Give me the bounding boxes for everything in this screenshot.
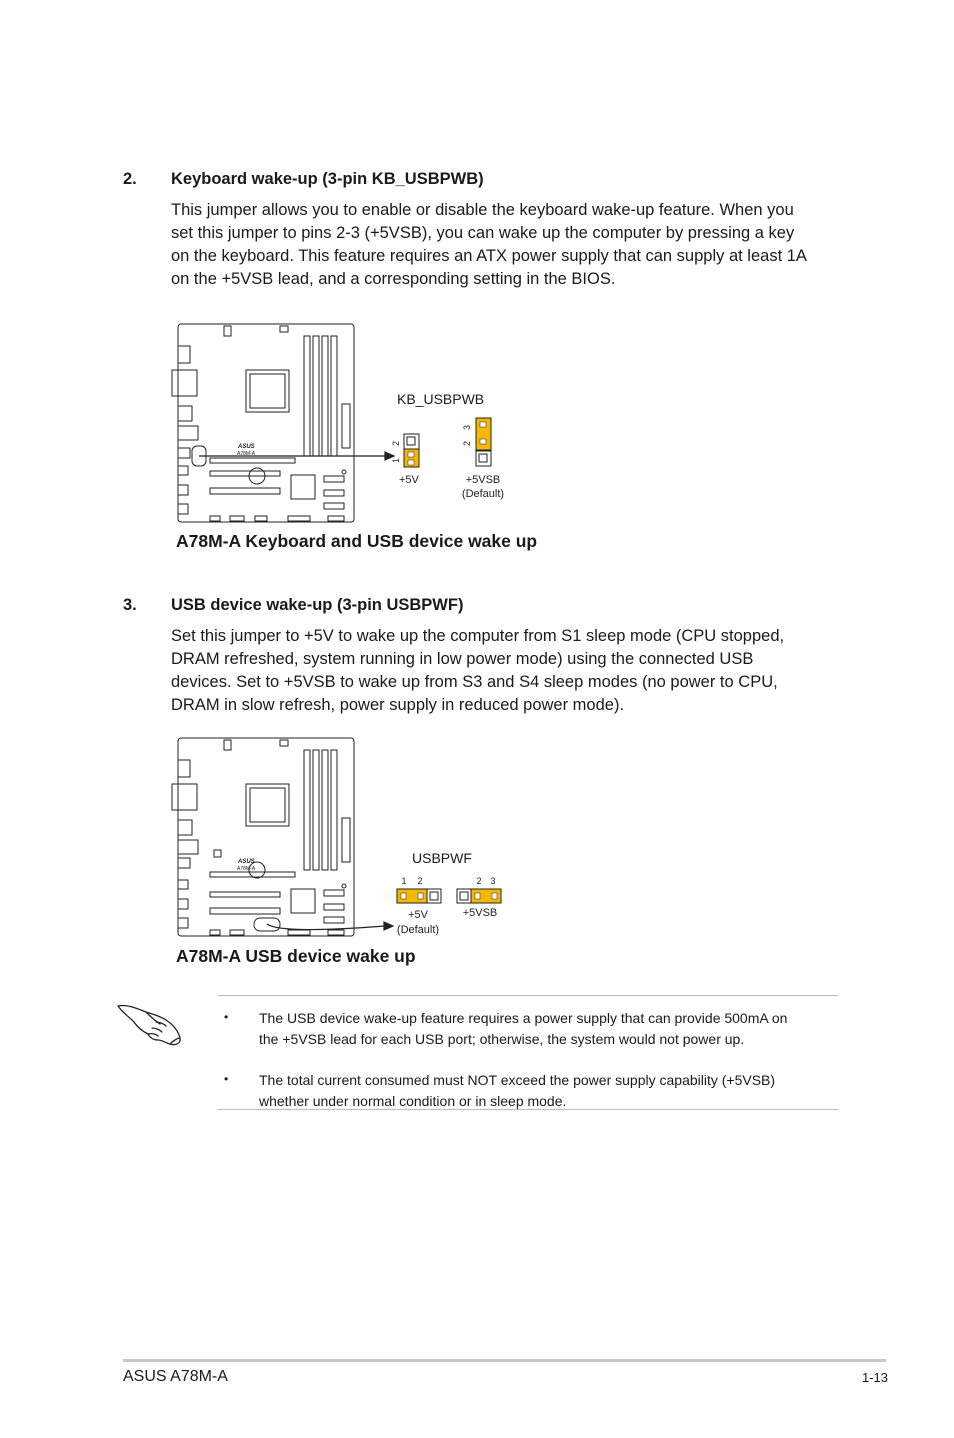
note-bottom-rule xyxy=(218,1109,838,1110)
pin-number: 3 xyxy=(490,876,496,886)
pin-number: 3 xyxy=(462,424,472,430)
section-2-number: 2. xyxy=(123,170,137,188)
pin-number: 1 xyxy=(401,876,407,886)
section-3-heading: USB device wake-up (3-pin USBPWF) xyxy=(171,596,464,614)
pin-hole xyxy=(480,439,486,444)
jumper-option-5vsb xyxy=(462,418,504,500)
paragraph-line: This jumper allows you to enable or disable the keyboard wake-up feature. When you xyxy=(171,201,794,219)
pin-number: 2 xyxy=(476,876,482,886)
motherboard-layout xyxy=(172,738,354,936)
note-line: The USB device wake-up feature requires a power supply that can provide 500mA on xyxy=(259,1010,788,1026)
motherboard-layout xyxy=(172,324,354,522)
pin-number: 2 xyxy=(462,440,472,446)
pin-hole xyxy=(492,893,497,899)
kb-usbpwb-diagram xyxy=(170,318,520,530)
option-label-5v: +5V xyxy=(399,474,419,486)
board-brand-text: ASUS xyxy=(238,444,255,450)
paragraph-line: DRAM in slow refresh, power supply in reduced power mode). xyxy=(171,696,625,714)
note-line: the +5VSB lead for each USB port; otherwise, the system would not power up. xyxy=(259,1030,745,1047)
section-2-paragraph xyxy=(171,199,851,291)
option-default-note: (Default) xyxy=(461,488,505,500)
connector-label: KB_USBPWB xyxy=(397,391,485,407)
board-brand-text: ASUS xyxy=(238,859,255,865)
pin-number: 1 xyxy=(391,457,401,463)
option-default-note: (Default) xyxy=(396,924,440,936)
paragraph-line: devices. Set to +5VSB to wake up from S3 and S4 sleep modes (no power to CPU, xyxy=(171,673,778,691)
jumper-option-5v xyxy=(397,876,441,936)
pointing-hand-icon xyxy=(116,1000,184,1048)
pin-hole xyxy=(401,893,406,899)
option-label-5vsb: +5VSB xyxy=(462,907,498,919)
jumper-pin xyxy=(476,451,491,466)
note-line: The total current consumed must NOT exceed the power supply capability (+5VSB) xyxy=(259,1072,776,1088)
section-3-number: 3. xyxy=(123,596,137,614)
paragraph-line: on the +5VSB lead, and a corresponding setting in the BIOS. xyxy=(171,270,616,288)
option-label-5v: +5V xyxy=(408,909,428,921)
jumper-pin xyxy=(404,434,419,449)
footer-rule xyxy=(123,1359,886,1362)
board-model-text: A78M-A xyxy=(237,866,256,872)
pin-hole xyxy=(408,460,414,465)
usbpwf-diagram xyxy=(170,732,520,944)
bullet-marker: • xyxy=(224,1072,229,1086)
jumper-pin xyxy=(457,889,471,903)
pointer-line xyxy=(199,452,394,460)
paragraph-line: on the keyboard. This feature requires an ATX power supply that can supply at least 1A xyxy=(171,247,807,265)
figure-caption: A78M-A USB device wake up xyxy=(176,946,416,966)
paragraph-line: DRAM refreshed, system running in low power mode) using the connected USB xyxy=(171,650,754,668)
pin-number: 2 xyxy=(391,440,401,446)
motherboard-brand-logo xyxy=(237,859,256,872)
pin-number: 2 xyxy=(417,876,423,886)
note-item-text xyxy=(259,1070,839,1111)
section-3-paragraph xyxy=(171,625,851,717)
paragraph-line: set this jumper to pins 2-3 (+5VSB), you can wake up the computer by pressing a key xyxy=(171,224,795,242)
note-item-text xyxy=(259,1008,839,1049)
pin-hole xyxy=(480,422,486,427)
option-label-5vsb: +5VSB xyxy=(465,474,501,486)
section-2-heading: Keyboard wake-up (3-pin KB_USBPWB) xyxy=(171,170,484,188)
connector-label: USBPWF xyxy=(412,850,472,866)
jumper-option-5vsb xyxy=(457,876,501,919)
footer-product-name: ASUS A78M-A xyxy=(123,1368,228,1385)
jumper-option-5v xyxy=(391,434,420,486)
note-top-rule xyxy=(218,995,838,996)
motherboard-brand-logo xyxy=(237,444,256,457)
pin-hole xyxy=(408,452,414,457)
pin-hole xyxy=(418,893,423,899)
pin-hole xyxy=(475,893,480,899)
figure-caption: A78M-A Keyboard and USB device wake up xyxy=(176,531,538,551)
jumper-pin xyxy=(427,889,441,903)
note-line: whether under normal condition or in sleep mode. xyxy=(259,1092,567,1109)
paragraph-line: Set this jumper to +5V to wake up the computer from S1 sleep mode (CPU stopped, xyxy=(171,627,785,645)
footer-page-number: 1-13 xyxy=(861,1370,888,1385)
board-model-text: A78M-A xyxy=(237,451,256,457)
bullet-marker: • xyxy=(224,1010,229,1024)
